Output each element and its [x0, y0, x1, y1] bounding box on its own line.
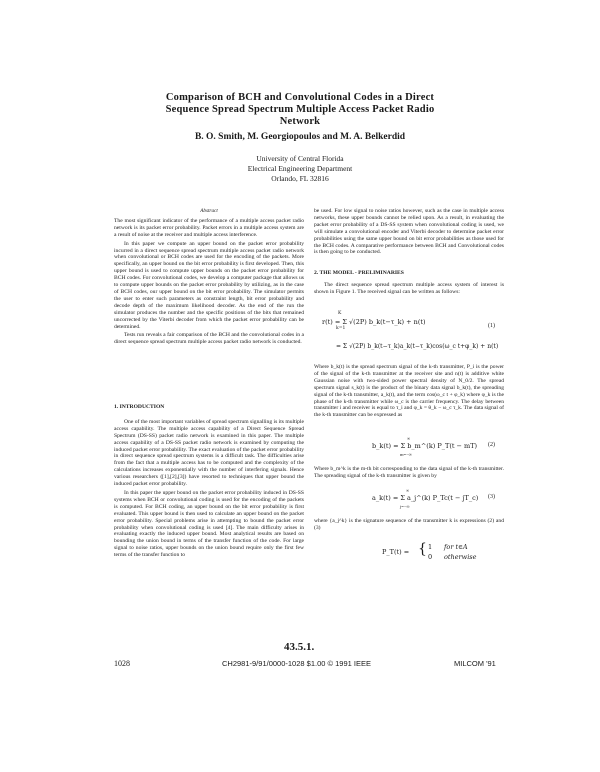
equation-3-sum-upper: ∞: [406, 488, 410, 493]
equation-2-sum-upper: ∞: [407, 436, 411, 441]
sum-upper-limit: K: [338, 311, 342, 316]
sum-lower-limit: k=1: [336, 326, 346, 331]
equation-3-description: where {a_j^k} is the signature sequence of the transmitter k is expressions (2) and (3): [314, 518, 504, 531]
equation-4-lhs: P_T(t) =: [382, 548, 410, 556]
equation-1-line-1: [322, 311, 426, 331]
affiliation: [150, 154, 450, 184]
author-list: B. O. Smith, M. Georgiopoulos and M. A. Belkerdid: [194, 132, 406, 142]
equation-4-case-2-condition: otherwise: [444, 553, 477, 561]
equation-2-sum-lower: m=−∞: [400, 452, 412, 457]
abstract-heading: Abstract: [200, 208, 218, 214]
equation-3-number: (3): [488, 494, 495, 500]
equation-4-case-1-condition: for t∈A: [444, 543, 468, 551]
model-section: [314, 270, 504, 296]
equation-4-case-2-value: 0: [428, 553, 433, 561]
title-line: Sequence Spread Spectrum Multiple Access Packet Radio: [165, 104, 435, 115]
model-heading: 2. THE MODEL - PRELIMINARIES: [314, 270, 404, 276]
abstract-paragraph: The most significant indicator of the performance of a multiple access packet radio network is its packet error probability. Packet errors in a multiple access system are a result of noise at the receiver and multiple access interference.: [114, 217, 304, 238]
conference-name: MILCOM '91: [454, 659, 496, 668]
model-description: Where b_k(t) is the spread spectrum signal of the k-th transmitter, P_i is the power of the signal of the k-th transmitter at the receiver site and n(t) is additive white Gaussian noise with two-sided power spectral density of N_0/2. The spread spectrum signal s_k(t) is the product of the binary data signal b_k(t), the spreading signal of the k-th transmitter, a_k(t), and the term cos(ω_c t + φ_k) where φ_k is the phase of the k-th transmitter while ω_c is the carrier frequency. The delay between transmitter i and receiver is equal to τ_i and φ_k = θ_k − ω_c τ_k. The data signal of the k-th transmitter can be expressed as: [314, 364, 504, 419]
affiliation-line: Electrical Engineering Department: [247, 164, 353, 173]
model-intro: The direct sequence spread spectrum multiple access system of interest is shown in Figure 1. The received signal can be written as follows:: [314, 281, 504, 295]
affiliation-line: University of Central Florida: [256, 154, 344, 163]
equation-4-brace: {: [418, 541, 427, 557]
section-number: 43.5.1.: [284, 641, 315, 653]
intro-continued: be used. For low signal to noise ratios however, such as the case in multiple access networks, these upper bounds cannot be relied upon. As a result, in evaluating the packet error probability of a DS-SS system when convolutional coding is used, we will simulate a convolutional encoder and Viterbi decoder to determine packet error probabilities using the same upper bound on bit error probabilities as those used for the BCH codes. A comparative performance between BCH and Convolutional codes is then going to be conducted.: [314, 208, 504, 256]
equation-1-number: (1): [488, 323, 495, 329]
intro-paragraph: In this paper the upper bound on the packet error probability induced in DS-SS systems when BCH or convolutional coding is used for the encoding of the packets is computed. For BCH coding, an upper bound on the bit error probability is first evaluated. This upper bound is then used to calculate an upper bound on the packet error probability. Special problems arise in attempting to bound the packet error probability when convolutional coding is used [4]. The main difficulty arises in evaluating exactly the induced upper bound. Most analytical results are based on bounding the union bound in terms of the transfer function of the code. For large signal to noise ratios, upper bounds on the union bound require only the first few terms of the transfer function to: [114, 489, 304, 559]
affiliation-line: Orlando, FL 32816: [271, 174, 329, 183]
equation-2: b_k(t) = Σ b_m^(k) P_T(t − mT): [372, 442, 478, 450]
paper-title: [100, 92, 500, 128]
equation-1-rhs: = Σ √(2P) b_k(t−τ_k)a_k(t−τ_k)cos(ω_c t+φ_k) + n(t): [336, 343, 499, 350]
introduction-section: [114, 404, 304, 559]
abstract-paragraph: In this paper we compute an upper bound on the packet error probability incurred in a direct sequence spread spectrum multiple access packet radio network when convolutional or BCH codes are used for the encoding of the packets. More specifically, an upper bound on the bit error probability is first developed. Then, this upper bound is used to compute upper bounds on the packet error probability for BCH codes. For convolutional codes, we develop a computer package that allows us to compute upper bounds on the packet error probability by utilizing, as in the case of BCH codes, our upper bound on the bit error probability. The simulator permits the user to enter such parameters as constraint length, bit error probability and decode depth of the maximum likelihood decoder. As the end of the run the simulator produces the number and the specific positions of the bits that remained uncorrected by the Viterbi decoder from which the packet error probability can be determined.: [114, 240, 304, 330]
equation-4-case-1-value: 1: [428, 543, 433, 551]
title-line: Comparison of BCH and Convolutional Codes in a Direct: [165, 92, 435, 103]
page-number: 1028: [114, 659, 130, 668]
equation-3-sum-lower: j=−∞: [400, 504, 410, 509]
abstract-paragraph: Tests run reveals a fair comparison of the BCH and the convolutional codes in a direct sequence spread spectrum multiple access packet radio network is conducted.: [114, 332, 304, 346]
equation-1-lhs: r(t) = Σ √(2P) b_k(t−τ_k) + n(t): [322, 318, 426, 326]
equation-2-number: (2): [488, 442, 495, 448]
intro-paragraph: One of the most important variables of spread spectrum signalling is its multiple access capability. The multiple access capability of a Direct Sequence Spread Spectrum (DS-SS) packet radio network is examined in this paper. The multiple access capability of a DS-SS packet radio network is examined by computing the induced packet error probability. The exact evaluation of the packet error probability in direct sequence spread spectrum systems is a difficult task. The difficulties arise from the fact that a multiple access has to be computed and the complexity of the calculations increases exponentially with the number of interfering signals. Hence various researchers ([1],[2],[3]) have resorted to techniques that upper bound the induced packet error probability.: [114, 418, 304, 488]
introduction-heading: 1. INTRODUCTION: [114, 404, 165, 410]
equation-2-description: Where b_m^k is the m-th bit corresponding to the data signal of the k-th transmitter. The spreading signal of the k-th transmitter is given by: [314, 466, 504, 479]
equation-3: a_k(t) = Σ a_j^(k) P_Tc(t − jT_c): [372, 494, 479, 502]
abstract-section: [114, 208, 304, 346]
copyright-line: CH2981-9/91/0000-1028 $1.00 © 1991 IEEE: [222, 659, 371, 668]
title-line: Network: [279, 116, 321, 127]
equation-1-line-2: [336, 343, 498, 350]
